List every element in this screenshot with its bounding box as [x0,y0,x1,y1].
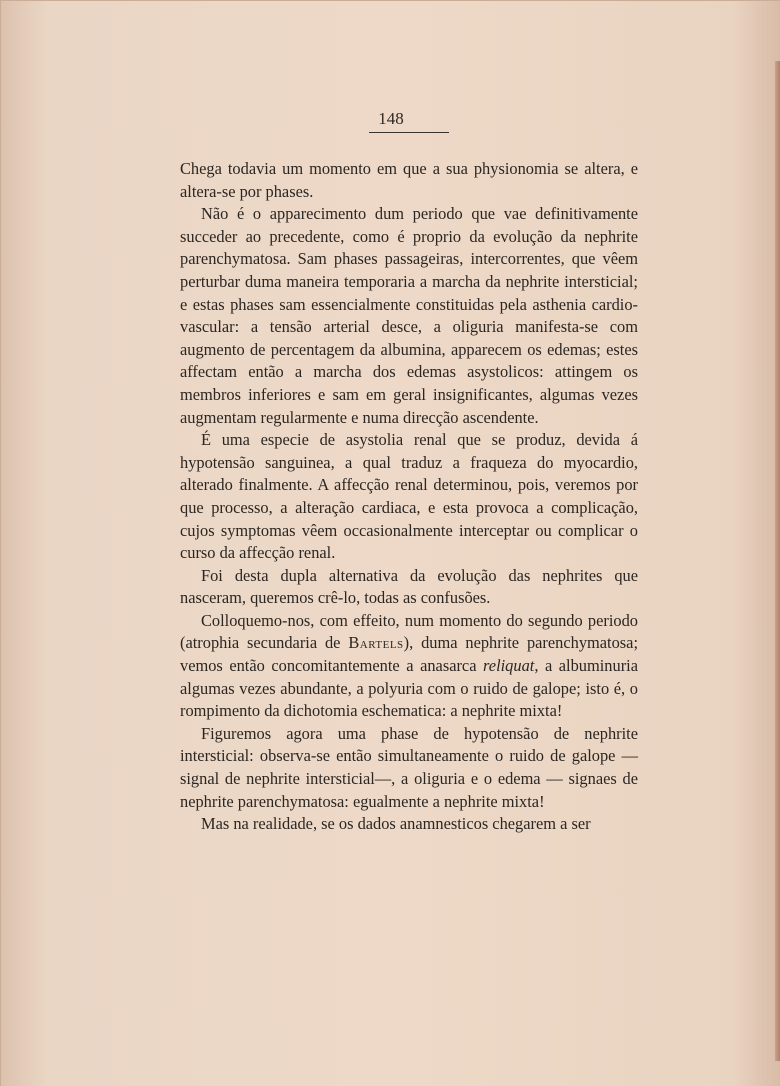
paragraph: Figuremos agora uma phase de hypotensão de nephrite intersticial: observa-se então simultaneamente o ruido de galope — signal de nephrite intersticial—, a oliguria e o edema — signaes de nephrite parenchymatosa: egualmente a nephrite mixta! [180,723,638,811]
paragraph: Não é o apparecimento dum periodo que vae definitivamente succeder ao precedente, como é proprio da evolução da nephrite parenchymatosa. Sam phases passageiras, intercorrentes, que vêem perturbar duma maneira temporaria a marcha da nephrite intersticial; e estas phases sam essencialmente constituidas pela asthenia cardio-vascular: a tensão arterial desce, a oliguria manifesta-se com augmento de percentagem da albumina, apparecem os edemas; estes affectam então a marcha dos edemas asystolicos: attingem os membros inferiores e sam em geral insignificantes, algumas vezes augmentam regularmente e numa direcção ascendente. [180,204,638,427]
paragraph: É uma especie de asystolia renal que se produz, devida á hypotensão sanguinea, a qual traduz a fraqueza do myocardio, alterado finalmente. A affecção renal determinou, pois, veremos por que processo, a alteração cardiaca, e esta provoca a complicação, cujos symptomas vêem occasionalmente interceptar ou complicar o curso da affecção renal. [180,430,638,563]
header-rule [369,132,449,133]
paragraph: Chega todavia um momento em que a sua physionomia se altera, e altera-se por phases. [180,159,638,201]
paragraph-text: ), duma nephrite parenchymatosa; vemos então concomitantemente a anasarca [180,633,638,676]
paragraph-text: , a albuminuria algumas vezes abundante, a polyuria com o ruido de galope; isto é, o rompimento da dichotomia eschematica: a nephrite mixta! [180,656,638,721]
paragraph [180,610,638,723]
paragraph: Foi desta dupla alternativa da evolução das nephrites que nasceram, queremos crê-lo, todas as confusões. [180,565,638,608]
author-name: Bartels [348,633,404,653]
paragraph-text: Colloquemo-nos, com effeito, num momento do segundo periodo (atrophia secundaria de [180,610,638,653]
page-number: 148 [378,109,404,128]
italic-term: reliquat [483,656,535,676]
body-text [180,158,638,836]
page-edge-shadow [775,61,780,1061]
paragraph: Mas na realidade, se os dados anamnesticos chegarem a ser [201,814,591,834]
